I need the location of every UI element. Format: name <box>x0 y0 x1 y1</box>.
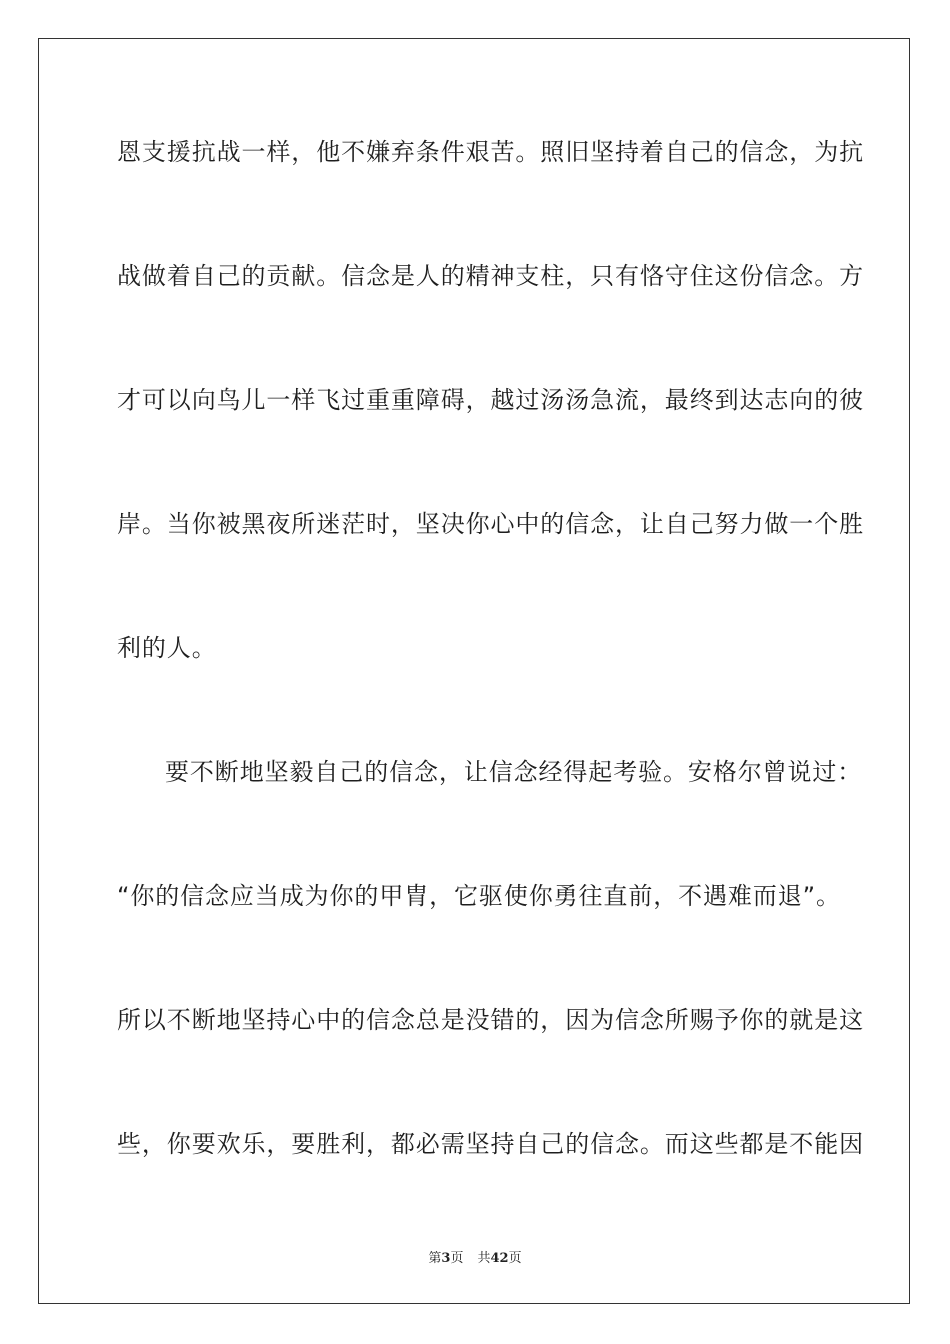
total-prefix: 共 <box>477 1251 491 1266</box>
text-line: 恩支援抗战一样，他不嫌弃条件艰苦。照旧坚持着自己的信念，为抗 <box>117 138 864 166</box>
text-line: 岸。当你被黑夜所迷茫时，坚决你心中的信念，让自己努力做一个胜 <box>117 510 864 538</box>
text-line: 才可以向鸟儿一样飞过重重障碍，越过汤汤急流，最终到达志向的彼 <box>117 386 864 414</box>
text-line: 利的人。 <box>117 634 217 662</box>
page-number: 3 <box>441 1251 451 1266</box>
page-prefix: 第 <box>428 1251 442 1266</box>
total-pages: 42 <box>490 1251 509 1266</box>
page-border <box>38 38 910 1304</box>
page-footer <box>0 1247 950 1266</box>
paragraph-first-line: 要不断地坚毅自己的信念，让信念经得起考验。安格尔曾说过： <box>165 758 863 786</box>
page-suffix: 页 <box>450 1251 464 1266</box>
text-line: 些，你要欢乐，要胜利，都必需坚持自己的信念。而这些都是不能因 <box>117 1130 864 1158</box>
text-line: 战做着自己的贡献。信念是人的精神支柱，只有恪守住这份信念。方 <box>117 262 864 290</box>
text-line: 所以不断地坚持心中的信念总是没错的，因为信念所赐予你的就是这 <box>117 1006 864 1034</box>
text-line: “你的信念应当成为你的甲胄，它驱使你勇往直前，不遇难而退”。 <box>117 882 841 910</box>
total-suffix: 页 <box>508 1251 522 1266</box>
